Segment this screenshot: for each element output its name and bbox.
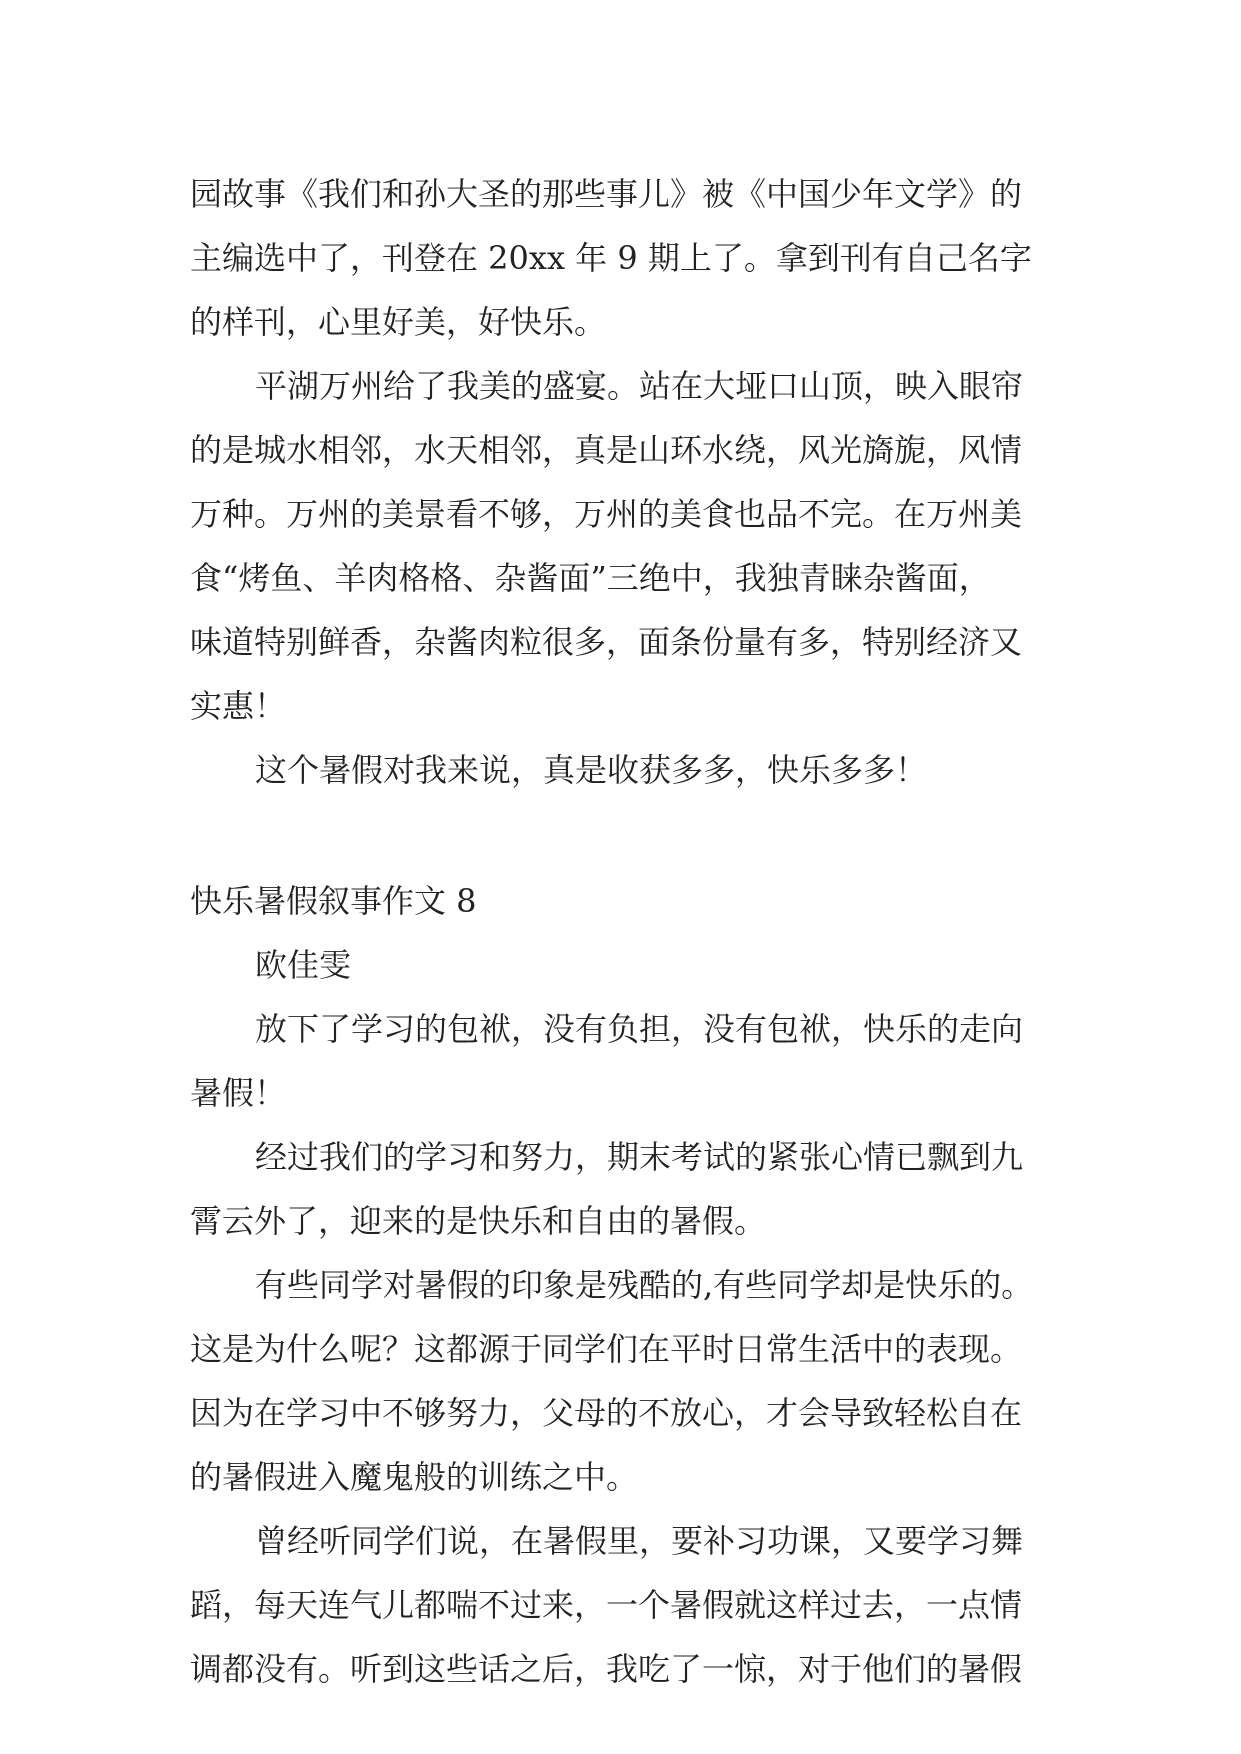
paragraph-start: 平湖万州给了我美的盛宴。站在大垭口山顶，映入眼帘 xyxy=(255,367,1024,405)
text-line: 食“烤鱼、羊肉格格、杂酱面”三绝中，我独青睐杂酱面， xyxy=(190,559,991,597)
text-line: 霄云外了，迎来的是快乐和自由的暑假。 xyxy=(190,1202,767,1240)
text-line: 蹈，每天连气儿都喘不过来，一个暑假就这样过去，一点情 xyxy=(190,1586,1023,1624)
author-name: 欧佳雯 xyxy=(255,946,352,984)
text-line: 这是为什么呢？这都源于同学们在平时日常生活中的表现。 xyxy=(190,1330,1023,1368)
text-line: 调都没有。听到这些话之后，我吃了一惊，对于他们的暑假 xyxy=(190,1650,1023,1688)
text-line: 暑假！ xyxy=(190,1074,287,1112)
text-line: 因为在学习中不够努力，父母的不放心，才会导致轻松自在 xyxy=(190,1394,1023,1432)
text-line: 的是城水相邻，水天相邻，真是山环水绕，风光旖旎，风情 xyxy=(190,431,1023,469)
text-line: 味道特别鲜香，杂酱肉粒很多，面条份量有多，特别经济又 xyxy=(190,623,1023,661)
document-body xyxy=(190,162,1060,1701)
paragraph-start: 这个暑假对我来说，真是收获多多，快乐多多！ xyxy=(255,751,928,789)
text-line: 万种。万州的美景看不够，万州的美食也品不完。在万州美 xyxy=(190,495,1023,533)
section-gap xyxy=(190,802,1060,869)
section-title: 快乐暑假叙事作文 8 xyxy=(190,882,477,920)
text-line: 园故事《我们和孙大圣的那些事儿》被《中国少年文学》的 xyxy=(190,175,1023,213)
text-line: 实惠！ xyxy=(190,687,287,725)
paragraph-start: 有些同学对暑假的印象是残酷的,有些同学却是快乐的。 xyxy=(255,1266,1034,1304)
paragraph-start: 曾经听同学们说，在暑假里，要补习功课，又要学习舞 xyxy=(255,1522,1024,1560)
text-line: 主编选中了，刊登在 20xx 年 9 期上了。拿到刊有自己名字 xyxy=(190,239,1032,277)
paragraph-start: 经过我们的学习和努力，期末考试的紧张心情已飘到九 xyxy=(255,1138,1024,1176)
paragraph-start: 放下了学习的包袱，没有负担，没有包袱，快乐的走向 xyxy=(255,1010,1024,1048)
text-line: 的样刊，心里好美，好快乐。 xyxy=(190,303,607,341)
text-line: 的暑假进入魔鬼般的训练之中。 xyxy=(190,1458,639,1496)
